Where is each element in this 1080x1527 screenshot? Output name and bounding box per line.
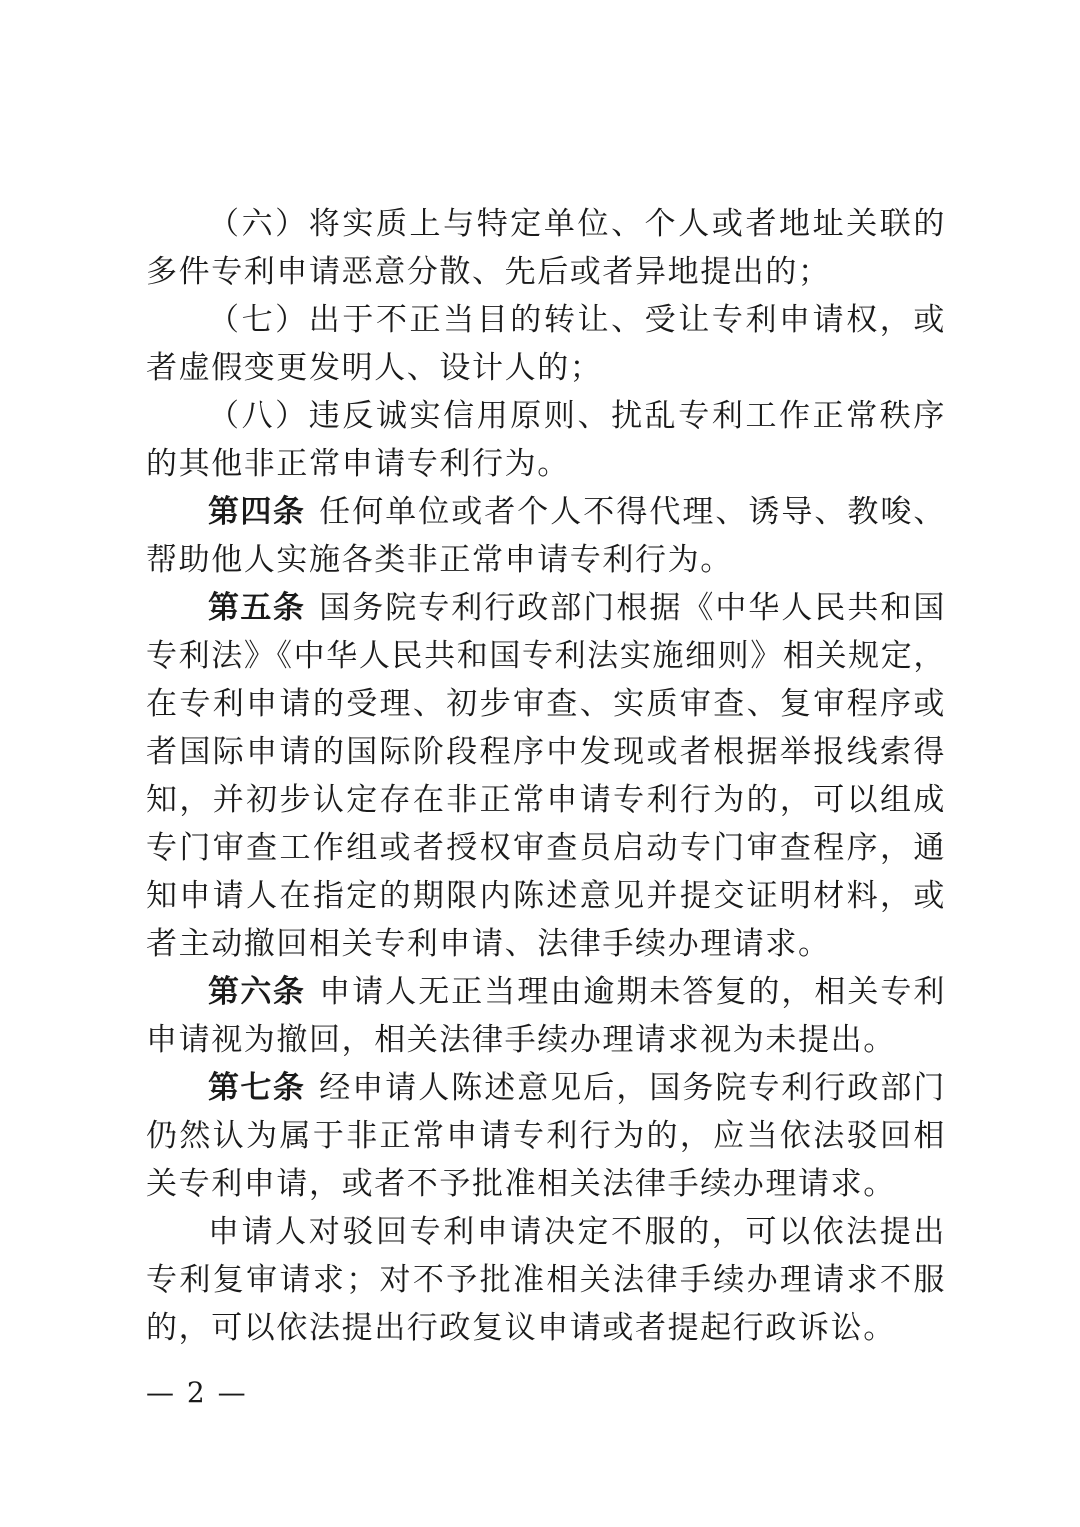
paragraph-item-8 (146, 392, 946, 488)
paragraph-text: （七）出于不正当目的转让、受让专利申请权，或者虚假变更发明人、设计人的； (146, 302, 946, 386)
article-heading: 第七条 (208, 1070, 306, 1106)
article-text: 任何单位或者个人不得代理、诱导、教唆、帮助他人实施各类非正常申请专利行为。 (146, 494, 946, 578)
article-heading: 第五条 (208, 590, 306, 626)
paragraph-text: 申请人对驳回专利申请决定不服的，可以依法提出专利复审请求；对不予批准相关法律手续办理请求不服的，可以依法提出行政复议申请或者提起行政诉讼。 (146, 1214, 946, 1346)
article-6 (146, 968, 946, 1064)
paragraph-item-7 (146, 296, 946, 392)
document-page (146, 200, 946, 1352)
paragraph-text: （八）违反诚实信用原则、扰乱专利工作正常秩序的其他非正常申请专利行为。 (146, 398, 946, 482)
article-heading: 第四条 (208, 494, 306, 530)
article-text: 国务院专利行政部门根据《中华人民共和国专利法》《中华人民共和国专利法实施细则》相关规定，在专利申请的受理、初步审查、实质审查、复审程序或者国际申请的国际阶段程序中发现或者根据举报线索得知，并初步认定存在非正常申请专利行为的，可以组成专门审查工作组或者授权审查员启动专门审查程序，通知申请人在指定的期限内陈述意见并提交证明材料，或者主动撤回相关专利申请、法律手续办理请求。 (146, 590, 946, 962)
article-text: 申请人无正当理由逾期未答复的，相关专利申请视为撤回，相关法律手续办理请求视为未提出。 (146, 974, 946, 1058)
article-7 (146, 1064, 946, 1208)
paragraph-text: （六）将实质上与特定单位、个人或者地址关联的多件专利申请恶意分散、先后或者异地提出的； (146, 206, 946, 290)
page-number: — 2 — (146, 1376, 248, 1409)
article-text: 经申请人陈述意见后，国务院专利行政部门仍然认为属于非正常申请专利行为的，应当依法驳回相关专利申请，或者不予批准相关法律手续办理请求。 (146, 1070, 946, 1202)
article-4 (146, 488, 946, 584)
article-5 (146, 584, 946, 968)
article-heading: 第六条 (208, 974, 306, 1010)
article-7-paragraph-2 (146, 1208, 946, 1352)
paragraph-item-6 (146, 200, 946, 296)
